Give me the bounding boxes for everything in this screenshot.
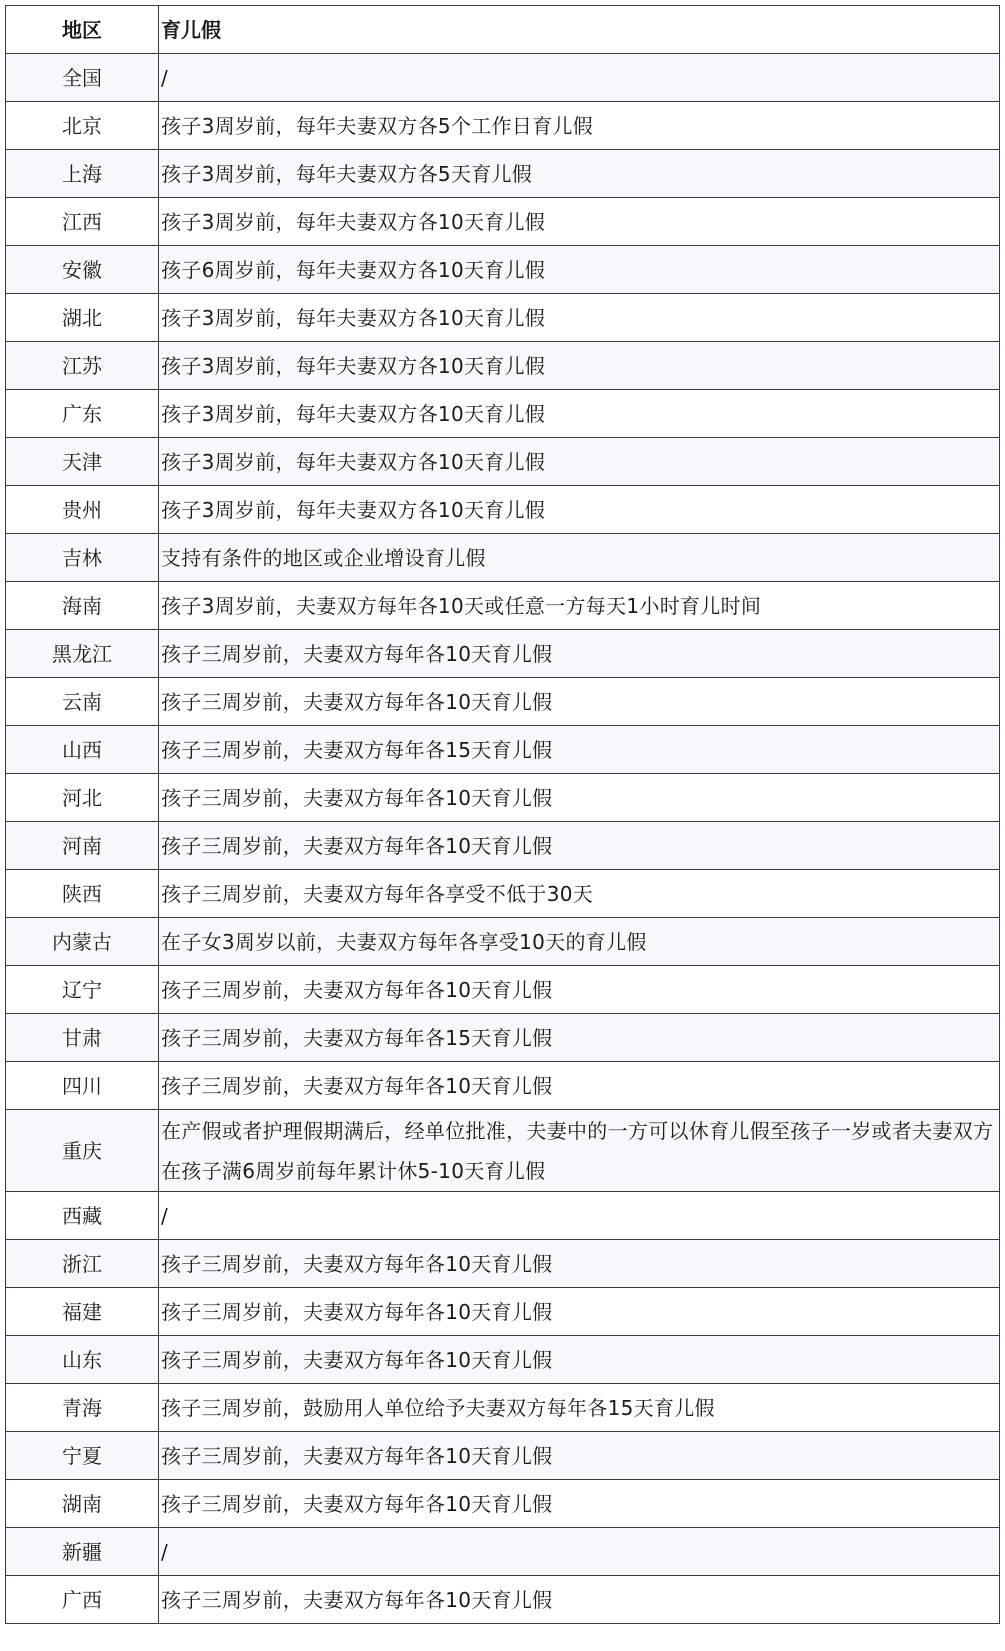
region-cell: 江西	[6, 198, 159, 246]
region-cell: 内蒙古	[6, 918, 159, 966]
table-row	[6, 150, 1000, 198]
table-row	[6, 966, 1000, 1014]
policy-cell: 孩子三周岁前，夫妻双方每年各10天育儿假	[159, 678, 1000, 726]
policy-cell: 孩子3周岁前，每年夫妻双方各10天育儿假	[159, 198, 1000, 246]
policy-cell: 孩子三周岁前，夫妻双方每年各10天育儿假	[159, 1576, 1000, 1624]
policy-cell: 孩子3周岁前，每年夫妻双方各5天育儿假	[159, 150, 1000, 198]
table-row	[6, 1192, 1000, 1240]
policy-cell: 孩子三周岁前，夫妻双方每年各10天育儿假	[159, 1480, 1000, 1528]
region-cell: 吉林	[6, 534, 159, 582]
region-cell: 安徽	[6, 246, 159, 294]
policy-cell: 孩子3周岁前，每年夫妻双方各10天育儿假	[159, 294, 1000, 342]
table-row	[6, 1014, 1000, 1062]
table-row	[6, 54, 1000, 102]
policy-cell: 孩子三周岁前，夫妻双方每年各15天育儿假	[159, 1014, 1000, 1062]
table-row	[6, 1480, 1000, 1528]
table-row	[6, 630, 1000, 678]
table-row	[6, 1110, 1000, 1192]
region-cell: 天津	[6, 438, 159, 486]
table-row	[6, 1336, 1000, 1384]
table-row	[6, 198, 1000, 246]
table-row	[6, 1240, 1000, 1288]
policy-cell: 在子女3周岁以前，夫妻双方每年各享受10天的育儿假	[159, 918, 1000, 966]
table-row	[6, 390, 1000, 438]
policy-cell: 孩子三周岁前，夫妻双方每年各享受不低于30天	[159, 870, 1000, 918]
region-cell: 北京	[6, 102, 159, 150]
table-row	[6, 1384, 1000, 1432]
region-cell: 湖南	[6, 1480, 159, 1528]
policy-cell: 孩子三周岁前，夫妻双方每年各10天育儿假	[159, 774, 1000, 822]
policy-cell: 孩子3周岁前，每年夫妻双方各10天育儿假	[159, 486, 1000, 534]
region-cell: 新疆	[6, 1528, 159, 1576]
table-row	[6, 486, 1000, 534]
region-cell: 浙江	[6, 1240, 159, 1288]
region-cell: 全国	[6, 54, 159, 102]
region-cell: 宁夏	[6, 1432, 159, 1480]
region-cell: 河南	[6, 822, 159, 870]
table-row	[6, 246, 1000, 294]
policy-cell: 孩子三周岁前，夫妻双方每年各10天育儿假	[159, 1240, 1000, 1288]
table-row	[6, 1576, 1000, 1624]
region-cell: 上海	[6, 150, 159, 198]
policy-cell: 在产假或者护理假期满后，经单位批准，夫妻中的一方可以休育儿假至孩子一岁或者夫妻双方在孩子满6周岁前每年累计休5-10天育儿假	[159, 1110, 1000, 1192]
region-cell: 青海	[6, 1384, 159, 1432]
policy-table-container	[5, 5, 999, 1624]
region-cell: 陕西	[6, 870, 159, 918]
policy-cell: 孩子三周岁前，夫妻双方每年各10天育儿假	[159, 966, 1000, 1014]
region-cell: 四川	[6, 1062, 159, 1110]
header-parental-leave: 育儿假	[159, 6, 1000, 54]
region-cell: 黑龙江	[6, 630, 159, 678]
region-cell: 湖北	[6, 294, 159, 342]
region-cell: 甘肃	[6, 1014, 159, 1062]
policy-cell: 孩子三周岁前，夫妻双方每年各10天育儿假	[159, 1432, 1000, 1480]
policy-cell: 孩子三周岁前，夫妻双方每年各10天育儿假	[159, 822, 1000, 870]
region-cell: 山东	[6, 1336, 159, 1384]
policy-cell: 孩子三周岁前，夫妻双方每年各10天育儿假	[159, 1062, 1000, 1110]
table-row	[6, 726, 1000, 774]
policy-cell: 孩子三周岁前，夫妻双方每年各10天育儿假	[159, 1336, 1000, 1384]
policy-cell: 孩子6周岁前，每年夫妻双方各10天育儿假	[159, 246, 1000, 294]
policy-cell: 支持有条件的地区或企业增设育儿假	[159, 534, 1000, 582]
policy-cell: 孩子3周岁前，每年夫妻双方各5个工作日育儿假	[159, 102, 1000, 150]
table-body	[6, 54, 1000, 1624]
region-cell: 辽宁	[6, 966, 159, 1014]
policy-cell: 孩子3周岁前，每年夫妻双方各10天育儿假	[159, 342, 1000, 390]
policy-cell: 孩子三周岁前，夫妻双方每年各15天育儿假	[159, 726, 1000, 774]
table-row	[6, 678, 1000, 726]
region-cell: 江苏	[6, 342, 159, 390]
table-row	[6, 1288, 1000, 1336]
region-cell: 重庆	[6, 1110, 159, 1192]
region-cell: 河北	[6, 774, 159, 822]
policy-cell: /	[159, 1192, 1000, 1240]
policy-cell: /	[159, 1528, 1000, 1576]
policy-cell: 孩子3周岁前，夫妻双方每年各10天或任意一方每天1小时育儿时间	[159, 582, 1000, 630]
table-row	[6, 294, 1000, 342]
table-row	[6, 870, 1000, 918]
policy-cell: 孩子3周岁前，每年夫妻双方各10天育儿假	[159, 438, 1000, 486]
table-row	[6, 1528, 1000, 1576]
region-cell: 海南	[6, 582, 159, 630]
parental-leave-table	[5, 5, 1000, 1624]
table-row	[6, 582, 1000, 630]
region-cell: 山西	[6, 726, 159, 774]
region-cell: 广西	[6, 1576, 159, 1624]
table-header-row	[6, 6, 1000, 54]
region-cell: 福建	[6, 1288, 159, 1336]
region-cell: 云南	[6, 678, 159, 726]
table-row	[6, 1432, 1000, 1480]
table-row	[6, 918, 1000, 966]
policy-cell: /	[159, 54, 1000, 102]
table-row	[6, 102, 1000, 150]
table-row	[6, 1062, 1000, 1110]
table-row	[6, 534, 1000, 582]
policy-cell: 孩子三周岁前，夫妻双方每年各10天育儿假	[159, 1288, 1000, 1336]
policy-cell: 孩子3周岁前，每年夫妻双方各10天育儿假	[159, 390, 1000, 438]
table-row	[6, 438, 1000, 486]
policy-cell: 孩子三周岁前，夫妻双方每年各10天育儿假	[159, 630, 1000, 678]
region-cell: 贵州	[6, 486, 159, 534]
table-row	[6, 774, 1000, 822]
policy-cell: 孩子三周岁前，鼓励用人单位给予夫妻双方每年各15天育儿假	[159, 1384, 1000, 1432]
table-row	[6, 342, 1000, 390]
region-cell: 西藏	[6, 1192, 159, 1240]
header-region: 地区	[6, 6, 159, 54]
table-row	[6, 822, 1000, 870]
region-cell: 广东	[6, 390, 159, 438]
